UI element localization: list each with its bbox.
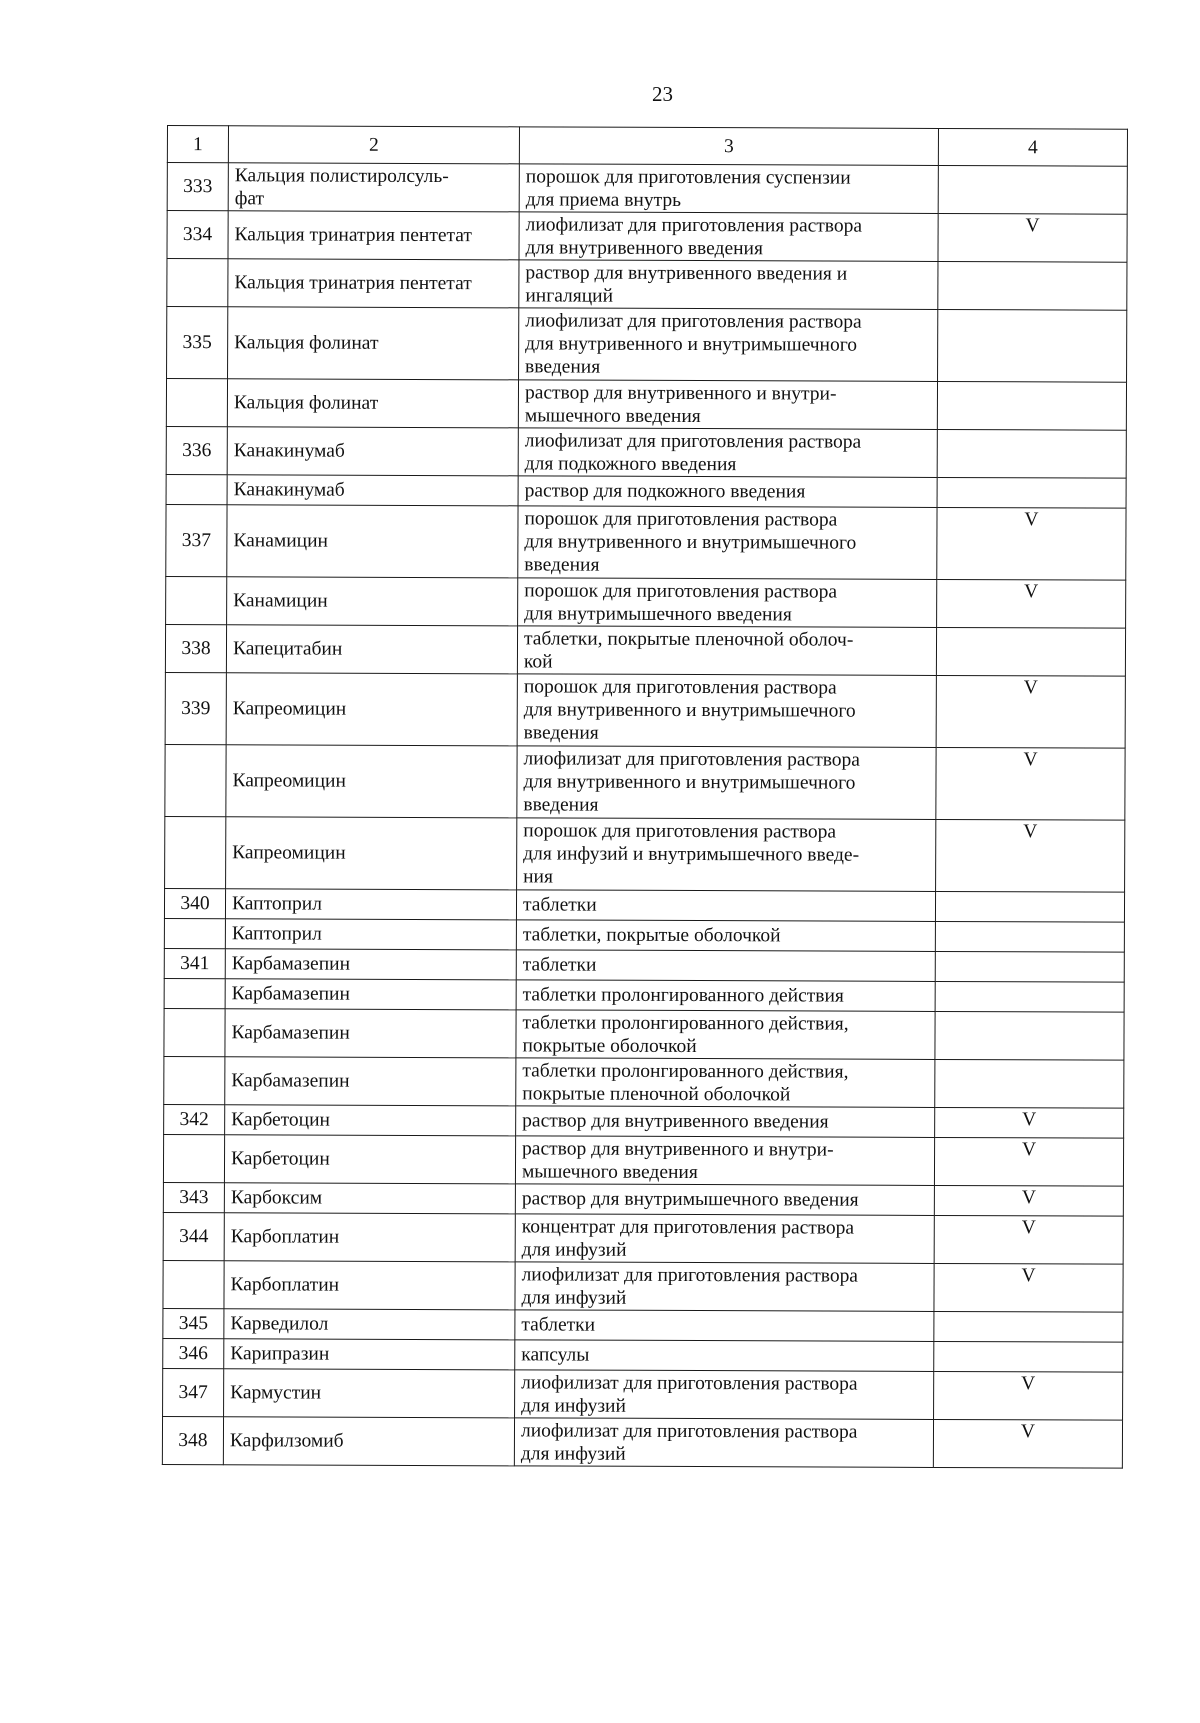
- mark-cell: V: [938, 213, 1127, 262]
- table-row: [164, 948, 1124, 982]
- mark-cell: [938, 309, 1127, 382]
- table-row: [162, 1416, 1122, 1468]
- mark-cell: V: [933, 1419, 1122, 1468]
- row-number: [166, 576, 227, 624]
- mark-cell: [934, 1341, 1123, 1372]
- dosage-form: таблетки, покрытые оболочкой: [516, 920, 935, 952]
- row-number: 343: [163, 1182, 224, 1212]
- table-row: [165, 672, 1125, 748]
- table-row: [166, 474, 1126, 508]
- dosage-form: лиофилизат для приготовления раствора для внутривенного введения: [519, 212, 938, 262]
- dosage-form: таблетки пролонгированного действия, покрытые пленочной оболочкой: [516, 1058, 935, 1108]
- drug-name: Капреомицин: [226, 745, 517, 818]
- drug-name: Карбетоцин: [225, 1105, 516, 1136]
- row-number: [165, 744, 226, 816]
- dosage-form: лиофилизат для приготовления раствора для инфузий: [515, 1370, 934, 1420]
- dosage-form: таблетки: [516, 950, 935, 982]
- row-number: 346: [163, 1338, 224, 1368]
- table-row: [166, 426, 1126, 478]
- drug-name: Карбоплатин: [224, 1261, 515, 1310]
- mark-cell: V: [934, 1185, 1123, 1216]
- drug-name: Канамицин: [227, 577, 518, 626]
- drug-name: Карбоплатин: [224, 1213, 515, 1262]
- row-number: 342: [164, 1104, 225, 1134]
- dosage-form: концентрат для приготовления раствора для инфузий: [515, 1214, 934, 1264]
- drug-name: Карипразин: [224, 1339, 515, 1370]
- table-row: [167, 163, 1127, 215]
- dosage-form: таблетки пролонгированного действия: [516, 980, 935, 1012]
- dosage-form: раствор для внутривенного введения: [516, 1106, 935, 1138]
- mark-cell: V: [934, 1215, 1123, 1264]
- table-row: [164, 1056, 1124, 1108]
- dosage-form: порошок для приготовления суспензии для приема внутрь: [519, 164, 938, 214]
- mark-cell: [936, 627, 1125, 676]
- table-row: [163, 1308, 1123, 1342]
- mark-cell: [937, 429, 1126, 478]
- dosage-form: таблетки: [515, 1310, 934, 1342]
- row-number: 340: [164, 888, 225, 918]
- dosage-form: раствор для внутримышечного введения: [515, 1184, 934, 1216]
- dosage-form: лиофилизат для приготовления раствора для внутривенного и внутримышечного введения: [517, 746, 936, 820]
- row-number: [163, 1260, 224, 1308]
- mark-cell: [938, 165, 1127, 214]
- mark-cell: V: [934, 1263, 1123, 1312]
- page-number: 23: [652, 82, 673, 106]
- mark-cell: [938, 261, 1127, 310]
- dosage-form: раствор для подкожного введения: [518, 476, 937, 508]
- dosage-form: таблетки: [516, 890, 935, 922]
- table-row: [165, 624, 1125, 676]
- table-row: [166, 379, 1126, 431]
- dosage-form: раствор для внутривенного и внутри- мышечного введения: [515, 1136, 934, 1186]
- dosage-form: раствор для внутривенного введения и ингаляций: [519, 260, 938, 310]
- table-row: [164, 978, 1124, 1012]
- dosage-form: раствор для внутривенного и внутри- мышечного введения: [518, 380, 937, 430]
- drug-name: Карведилол: [224, 1309, 515, 1340]
- row-number: [166, 379, 227, 427]
- dosage-form: таблетки, покрытые пленочной оболоч- кой: [517, 626, 936, 676]
- drug-name: Канакинумаб: [227, 475, 518, 506]
- row-number: [164, 1056, 225, 1104]
- mark-cell: [935, 951, 1124, 982]
- table-row: [163, 1182, 1123, 1216]
- mark-cell: V: [936, 819, 1125, 892]
- mark-cell: V: [934, 1137, 1123, 1186]
- header-col-4: 4: [938, 128, 1127, 166]
- table-header-row: [167, 126, 1127, 167]
- mark-cell: V: [935, 1107, 1124, 1138]
- dosage-form: лиофилизат для приготовления раствора для инфузий: [515, 1262, 934, 1312]
- dosage-form: порошок для приготовления раствора для инфузий и внутримышечного введе- ния: [517, 818, 936, 892]
- table-row: [167, 307, 1127, 383]
- mark-cell: [937, 381, 1126, 430]
- row-number: 336: [166, 426, 227, 474]
- dosage-form: лиофилизат для приготовления раствора для внутривенного и внутримышечного введения: [519, 308, 938, 382]
- drug-name: Кальция фолинат: [227, 379, 518, 428]
- drug-name: Каптоприл: [225, 889, 516, 920]
- table-row: [165, 816, 1125, 892]
- mark-cell: [935, 1011, 1124, 1060]
- row-number: 345: [163, 1308, 224, 1338]
- mark-cell: [934, 1311, 1123, 1342]
- dosage-form: порошок для приготовления раствора для внутримышечного введения: [518, 578, 937, 628]
- drug-table: [162, 125, 1128, 1469]
- dosage-form: порошок для приготовления раствора для внутривенного и внутримышечного введения: [517, 674, 936, 748]
- table-row: [164, 1104, 1124, 1138]
- mark-cell: [935, 1059, 1124, 1108]
- table-row: [163, 1212, 1123, 1264]
- table-row: [164, 918, 1124, 952]
- drug-name: Капреомицин: [226, 673, 517, 746]
- drug-name: Карбамазепин: [225, 949, 516, 980]
- row-number: 347: [163, 1368, 224, 1416]
- table-row: [166, 576, 1126, 628]
- row-number: 341: [164, 948, 225, 978]
- drug-name: Карфилзомиб: [223, 1417, 514, 1466]
- drug-name: Карбамазепин: [225, 1057, 516, 1106]
- drug-name: Карбетоцин: [224, 1135, 515, 1184]
- table-row: [164, 888, 1124, 922]
- header-col-3: 3: [519, 127, 938, 166]
- table-row: [167, 259, 1127, 311]
- drug-name: Кальция тринатрия пентетат: [228, 211, 519, 260]
- dosage-form: таблетки пролонгированного действия, покрытые оболочкой: [516, 1010, 935, 1060]
- table-row: [165, 744, 1125, 820]
- mark-cell: V: [937, 579, 1126, 628]
- dosage-form: порошок для приготовления раствора для внутривенного и внутримышечного введения: [518, 506, 937, 580]
- row-number: [164, 978, 225, 1008]
- drug-name: Канамицин: [227, 505, 518, 578]
- mark-cell: [935, 981, 1124, 1012]
- row-number: 334: [167, 211, 228, 259]
- row-number: 337: [166, 504, 227, 576]
- row-number: 339: [165, 672, 226, 744]
- header-col-1: 1: [167, 126, 228, 163]
- drug-name: Капреомицин: [226, 817, 517, 890]
- table-row: [163, 1134, 1123, 1186]
- drug-name: Карбамазепин: [225, 979, 516, 1010]
- row-number: [165, 816, 226, 888]
- table-body: [162, 126, 1127, 1469]
- mark-cell: [937, 477, 1126, 508]
- row-number: [167, 259, 228, 307]
- row-number: 344: [163, 1212, 224, 1260]
- row-number: [164, 1008, 225, 1056]
- row-number: [163, 1134, 224, 1182]
- mark-cell: V: [936, 675, 1125, 748]
- header-col-2: 2: [228, 126, 519, 164]
- drug-name: Каптоприл: [225, 919, 516, 950]
- mark-cell: [935, 921, 1124, 952]
- row-number: 333: [167, 163, 228, 211]
- row-number: [164, 918, 225, 948]
- drug-name: Канакинумаб: [227, 427, 518, 476]
- row-number: 335: [167, 307, 228, 379]
- dosage-form: капсулы: [515, 1340, 934, 1372]
- drug-name: Кальция тринатрия пентетат: [228, 259, 519, 308]
- table-row: [163, 1338, 1123, 1372]
- dosage-form: лиофилизат для приготовления раствора для подкожного введения: [518, 428, 937, 478]
- drug-name: Кальция фолинат: [228, 307, 519, 380]
- mark-cell: V: [937, 507, 1126, 580]
- dosage-form: лиофилизат для приготовления раствора для инфузий: [514, 1418, 933, 1468]
- table-row: [164, 1008, 1124, 1060]
- mark-cell: [935, 891, 1124, 922]
- table-row: [166, 504, 1126, 580]
- row-number: [166, 474, 227, 504]
- mark-cell: V: [934, 1371, 1123, 1420]
- mark-cell: V: [936, 747, 1125, 820]
- drug-name: Карбоксим: [224, 1183, 515, 1214]
- drug-name: Капецитабин: [226, 625, 517, 674]
- drug-name: Карбамазепин: [225, 1009, 516, 1058]
- table-row: [167, 211, 1127, 263]
- row-number: 348: [162, 1416, 223, 1464]
- table-row: [163, 1260, 1123, 1312]
- row-number: 338: [165, 624, 226, 672]
- drug-name: Кальция полистиролсуль- фат: [228, 163, 519, 212]
- drug-name: Кармустин: [224, 1369, 515, 1418]
- table-row: [163, 1368, 1123, 1420]
